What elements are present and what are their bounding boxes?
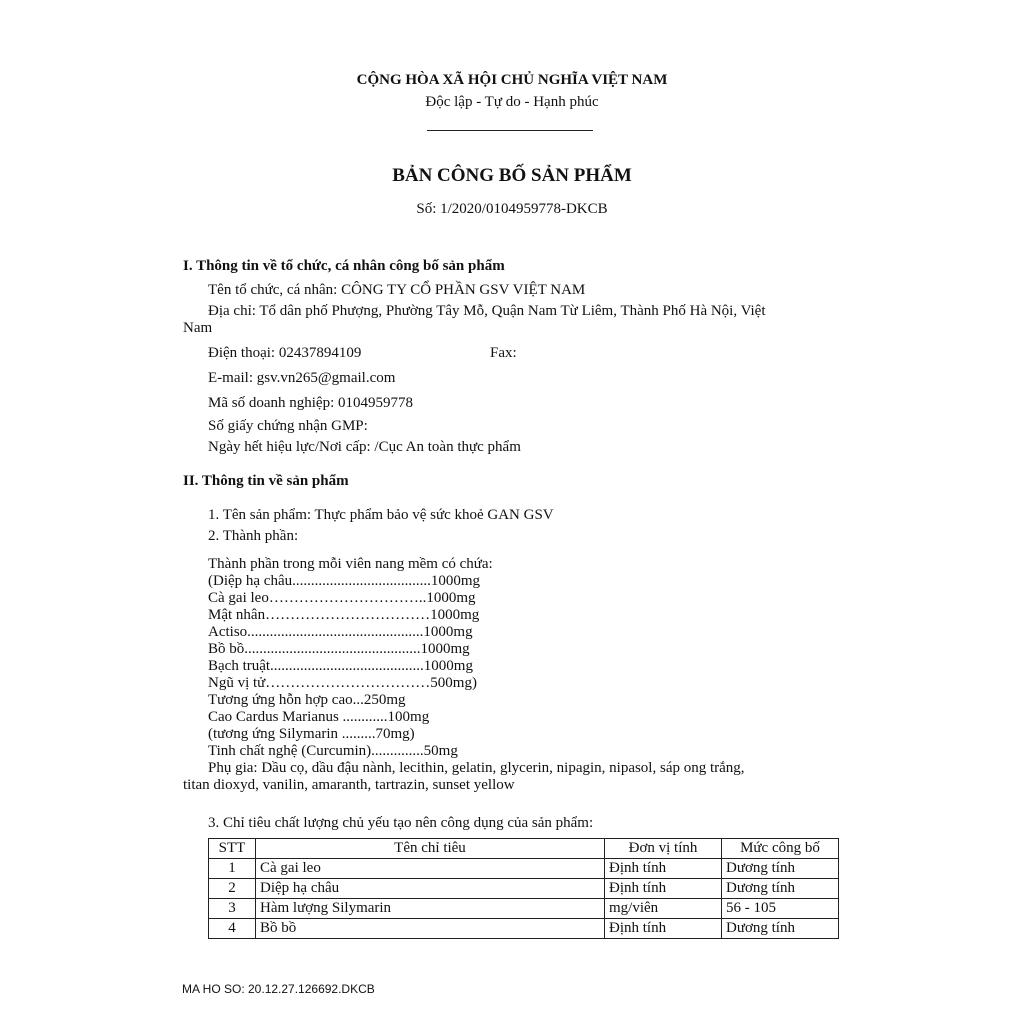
quality-table — [208, 838, 839, 939]
validity: Ngày hết hiệu lực/Nơi cấp: /Cục An toàn thực phẩm — [208, 439, 521, 455]
col-header-stt: STT — [209, 839, 256, 859]
cell-criterion: Diệp hạ châu — [256, 879, 605, 899]
phone: Điện thoại: 02437894109 — [208, 345, 362, 361]
cell-stt: 4 — [209, 919, 256, 939]
table-row — [209, 919, 839, 939]
cell-stt: 1 — [209, 859, 256, 879]
composition-line: Bạch truật.........................................1000mg — [208, 658, 473, 674]
section2-heading: II. Thông tin về sản phẩm — [183, 473, 349, 489]
org-name: Tên tổ chức, cá nhân: CÔNG TY CỔ PHẦN GSV VIỆT NAM — [208, 282, 586, 298]
composition-list — [183, 556, 745, 794]
document-number: Số: 1/2020/0104959778-DKCB — [416, 201, 608, 217]
cell-level: Dương tính — [722, 859, 839, 879]
cell-level: Dương tính — [722, 879, 839, 899]
composition-line: Tương ứng hỗn hợp cao...250mg — [208, 692, 406, 708]
cell-level: 56 - 105 — [722, 899, 839, 919]
col-header-unit: Đơn vị tính — [605, 839, 722, 859]
nation-heading: CỘNG HÒA XÃ HỘI CHỦ NGHĨA VIỆT NAM — [356, 72, 668, 88]
composition-label: 2. Thành phần: — [208, 528, 299, 544]
cell-unit: Định tính — [605, 859, 722, 879]
motto: Độc lập - Tự do - Hạnh phúc — [425, 94, 599, 110]
document-title: BẢN CÔNG BỐ SẢN PHẨM — [392, 165, 632, 186]
record-code: MA HO SO: 20.12.27.126692.DKCB — [182, 982, 375, 996]
cell-unit: Định tính — [605, 919, 722, 939]
table-row — [209, 859, 839, 879]
fax: Fax: — [490, 345, 517, 361]
cell-unit: Định tính — [605, 879, 722, 899]
composition-line: Phụ gia: Dầu cọ, dầu đậu nành, lecithin, gelatin, glycerin, nipagin, nipasol, sáp ong trắng, — [208, 760, 745, 776]
composition-line: Bồ bồ...............................................1000mg — [208, 641, 470, 657]
table-header-row — [209, 839, 839, 859]
table-row — [209, 879, 839, 899]
address-line2: Nam — [183, 320, 213, 336]
col-header-level: Mức công bố — [722, 839, 839, 859]
gmp-number: Số giấy chứng nhận GMP: — [208, 418, 368, 434]
tax-code: Mã số doanh nghiệp: 0104959778 — [208, 395, 413, 411]
composition-line: Thành phần trong mỗi viên nang mềm có chứa: — [208, 556, 493, 572]
composition-line: (Diệp hạ châu.....................................1000mg — [208, 573, 481, 589]
divider — [427, 130, 593, 131]
email: E-mail: gsv.vn265@gmail.com — [208, 370, 396, 386]
composition-line: (tương ứng Silymarin .........70mg) — [208, 726, 415, 742]
address-line1: Địa chỉ: Tổ dân phố Phượng, Phường Tây Mỗ, Quận Nam Từ Liêm, Thành Phố Hà Nội, Việt — [208, 303, 766, 319]
cell-unit: mg/viên — [605, 899, 722, 919]
cell-stt: 3 — [209, 899, 256, 919]
col-header-criterion: Tên chỉ tiêu — [256, 839, 605, 859]
cell-criterion: Hàm lượng Silymarin — [256, 899, 605, 919]
composition-line: Tinh chất nghệ (Curcumin)..............50mg — [208, 743, 458, 759]
quality-label: 3. Chỉ tiêu chất lượng chủ yếu tạo nên công dụng của sản phẩm: — [208, 815, 594, 831]
composition-line: Cao Cardus Marianus ............100mg — [208, 709, 430, 725]
section1-heading: I. Thông tin về tổ chức, cá nhân công bố sản phẩm — [183, 258, 505, 274]
composition-line: Mật nhân……………………………1000mg — [208, 607, 480, 623]
cell-stt: 2 — [209, 879, 256, 899]
composition-line: Actiso...............................................1000mg — [208, 624, 473, 640]
cell-criterion: Cà gai leo — [256, 859, 605, 879]
product-name: 1. Tên sản phẩm: Thực phẩm bảo vệ sức khoẻ GAN GSV — [208, 507, 554, 523]
composition-line: titan dioxyd, vanilin, amaranth, tartrazin, sunset yellow — [183, 777, 515, 793]
cell-level: Dương tính — [722, 919, 839, 939]
composition-line: Cà gai leo…………………………..1000mg — [208, 590, 476, 606]
table-row — [209, 899, 839, 919]
composition-line: Ngũ vị tử……………………………500mg) — [208, 675, 477, 691]
cell-criterion: Bồ bồ — [256, 919, 605, 939]
